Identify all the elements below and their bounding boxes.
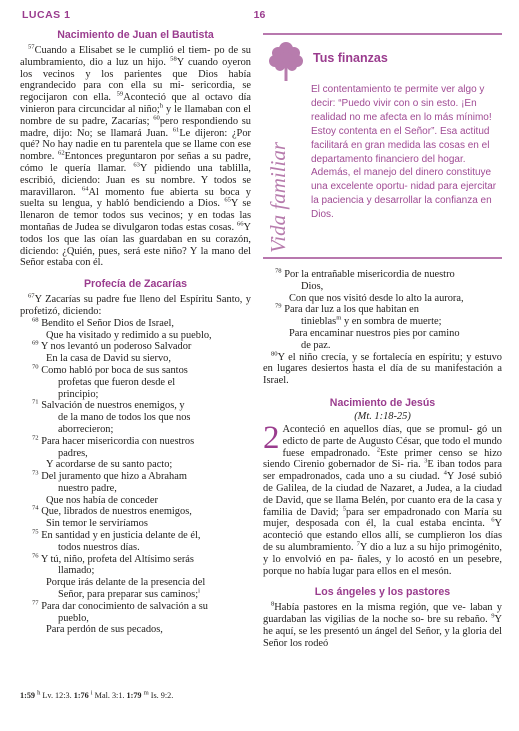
verse-number: 3	[424, 457, 428, 465]
sidebar-title: Tus finanzas	[313, 51, 388, 65]
page-header	[22, 9, 497, 23]
poem-line	[20, 365, 251, 377]
sidebar-box-finanzas	[263, 33, 502, 259]
poem-text: Como habló por boca de sus santos	[41, 364, 188, 376]
verse-number: 73	[32, 469, 39, 477]
footnote-text: Mal. 3:1.	[92, 691, 127, 700]
verse-number: 57	[28, 43, 35, 51]
poem-line: llamado;	[58, 565, 95, 577]
poem-text: En santidad y en justicia delante de él,	[41, 530, 201, 542]
verse-number: 7	[356, 540, 360, 548]
poem-line	[263, 316, 502, 328]
verse-text: Y todos los que las oían las guardaban en su corazón, diciendo: ¿Quién, pues, será este niño? Y la mano del Señor estaba con él.	[20, 221, 251, 269]
verse-text: Y José subió de Galilea, de la ciudad de Nazaret, a Judea, a la ciudad de David, que se llama Belén, por cuanto era de la casa y familia de David;	[263, 471, 502, 518]
verse-number: 67	[28, 292, 35, 300]
verse-number: 6	[491, 516, 495, 524]
poem-line: Para encaminar nuestros pies por camino	[289, 327, 460, 339]
verse-text: Y he aquí, se les presentó un ángel del Señor, y la gloria del Señor los rodeó	[263, 614, 502, 649]
poem-line	[20, 601, 251, 613]
verse-number: 70	[32, 363, 39, 371]
verse-number: 71	[32, 398, 39, 406]
verse-number: 75	[32, 528, 39, 536]
verse-text: Y dio a luz a su hijo primogénito, y lo envolvió en pa- ñales, y lo acostó en un pesebre, porque no había lugar para ellos en el mesón.	[263, 541, 502, 577]
poem-line	[20, 341, 251, 353]
section-title-jesus: Nacimiento de Jesús	[329, 396, 436, 409]
poem-line	[263, 269, 502, 281]
verse-number: 77	[32, 599, 39, 607]
poem-text: y en sombra de muerte;	[341, 316, 442, 328]
verse-text: Al momento fue abierta su boca y suelta su lengua, y habló bendiciendo a Dios.	[20, 186, 252, 210]
sidebar-text: El contentamiento te permite ver algo y decir: “Puedo vivir con o sin esto. ¡En realidad no me afecta en lo más mínimo! Estoy contenta en el Señor”. Esa actitud facilitará en gran medida las cosas en el departamento financiero del hogar. Además, el manejo del dinero constituye una excelente oportu- nidad para ejercitar la paciencia y desarrollar la confianza en Dios.	[311, 84, 497, 221]
poem-line: profetas que fueron desde el	[58, 376, 176, 388]
verse-number: 5	[342, 505, 347, 513]
poem-text: Y tú, niño, profeta del Altísimo serás	[40, 553, 194, 565]
verse-number: 58	[170, 55, 177, 63]
poem-line: Que nos había de conceder	[46, 494, 158, 506]
verse-number: 61	[172, 126, 180, 134]
verse-text: Entonces preguntaron por señas a su padre, cómo le quería llamar.	[20, 151, 251, 174]
poem-line: todos nuestros días.	[58, 541, 140, 553]
canticle-end	[263, 269, 502, 352]
poem-line	[20, 530, 251, 542]
poem-line: Dios,	[301, 280, 324, 292]
poem-text: Salvación de nuestros enemigos, y	[41, 400, 185, 412]
section-title-juan: Nacimiento de Juan el Bautista	[57, 29, 214, 41]
paragraph-v80	[263, 352, 502, 387]
verse-text: Y Zacarías su padre fue lleno del Espíritu Santo, y profetizó, diciendo:	[20, 294, 251, 317]
verse-number: 9	[491, 612, 495, 620]
poem-text: Y nos levantó un poderoso Salvador	[40, 341, 192, 353]
verse-number: 2	[376, 446, 380, 454]
poem-text: Para dar conocimiento de salvación a su	[41, 600, 208, 612]
poem-line	[20, 471, 251, 483]
footnote-text: Lv. 12:3.	[40, 691, 74, 700]
footnote-marker: i	[90, 689, 93, 697]
verse-number: 60	[153, 114, 160, 122]
verse-text: para ser empadronado con María su mujer, desposada con él, la cual estaba encinta.	[263, 506, 502, 530]
verse-number: 68	[32, 316, 39, 324]
left-column	[20, 29, 251, 636]
verse-number: 4	[443, 469, 447, 477]
section-title-pastores: Los ángeles y los pastores	[314, 586, 451, 599]
verse-text: Cuando a Elisabet se le cumplió el tiem- po de su alumbramiento, dio a luz un hijo.	[20, 45, 251, 68]
poem-line: Con que nos visitó desde lo alto la aurora,	[289, 292, 464, 304]
verse-text: Había pastores en la misma región, que ve- laban y guardaban las vigilias de la noche so- bre su rebaño.	[263, 602, 502, 626]
right-column	[263, 33, 502, 650]
poem-line: de paz.	[301, 339, 331, 351]
poem-line: Porque irás delante de la presencia del	[46, 577, 206, 589]
poem-text: Bendito el Señor Dios de Israel,	[41, 317, 174, 329]
verse-text: Y aconteció que estando ellos allí, se cumplieron los días de su alumbramiento.	[263, 518, 502, 553]
poem-line: Para perdón de sus pecados,	[46, 624, 163, 636]
verse-text: Y pidiendo una tablilla, escribió, diciendo: Juan es su nombre. Y todos se maravillaron.	[20, 162, 251, 198]
poem-text: Por la entrañable misericordia de nuestro	[284, 269, 455, 280]
verse-number: 59	[116, 90, 124, 98]
chapter-number: 2	[263, 419, 280, 456]
verse-text: pero respondiendo su madre, dijo: No; se llamará Juan.	[20, 115, 251, 139]
book-chapter-label: LUCAS 1	[22, 9, 71, 21]
poem-line: aborrecieron;	[58, 423, 114, 435]
paragraph-pastores	[263, 602, 502, 649]
verse-number: 74	[32, 505, 39, 513]
footnote-ref: 1:76	[73, 691, 89, 700]
poem-line: principio;	[58, 388, 99, 400]
poem-line: padres,	[58, 447, 88, 459]
verse-number: 65	[224, 196, 231, 204]
poem-line	[20, 554, 251, 566]
poem-text: Para dar luz a los que habitan en	[284, 304, 419, 316]
poem-line: Y acordarse de su santo pacto;	[46, 459, 173, 471]
poem-text: tinieblas	[301, 316, 337, 328]
poem-line	[20, 400, 251, 412]
verse-number: 80	[271, 350, 278, 358]
verse-number: 79	[275, 302, 282, 310]
canticle-zacarias	[20, 318, 251, 637]
cross-reference[interactable]: (Mt. 1:18-25)	[354, 410, 411, 422]
poem-line: de la mano de todos los que nos	[58, 412, 191, 424]
poem-line: nuestro padre,	[58, 482, 117, 494]
paragraph-jesus	[263, 419, 502, 577]
poem-text: Que, librados de nuestros enemigos,	[41, 506, 192, 518]
poem-text: Para hacer misericordia con nuestros	[41, 435, 195, 447]
footnote-marker: m	[143, 689, 149, 697]
page-number: 16	[253, 9, 266, 21]
footnote-text: Is. 9:2.	[148, 691, 174, 700]
poem-text: Señor, para preparar sus caminos;	[58, 589, 199, 601]
verse-text: y le llamaban con el nombre de su padre, Zacarías;	[20, 103, 251, 127]
verse-number: 63	[133, 161, 140, 169]
verse-text: Y cuando oyeron los vecinos y los parientes que Dios había engrandecido para con ella su mi- sericordia, se regocijaron con ella.	[20, 56, 252, 104]
verse-text: Le dijeron: ¿Por qué? No hay nadie en tu parentela que se llame con ese nombre.	[20, 127, 251, 163]
footnote-ref: 1:79	[126, 691, 142, 700]
verse-text: Este primer censo se hizo siendo Cirenio gobernador de Si- ria.	[263, 447, 502, 471]
poem-line	[20, 506, 251, 518]
poem-line: pueblo,	[58, 612, 89, 624]
footnote-marker: h	[37, 689, 41, 697]
paragraph-zacarias	[20, 294, 251, 318]
poem-line: En la casa de David su siervo,	[46, 353, 171, 365]
verse-number: 69	[32, 339, 39, 347]
section-title-zacarias: Profecía de Zacarías	[83, 278, 188, 291]
verse-text: Aconteció que al octavo día vinieron para circuncidar al niño;	[20, 92, 252, 115]
vertical-label-text: Vida familiar	[266, 141, 290, 253]
vertical-label	[266, 105, 292, 255]
verse-text: Y se llenaron de temor todos sus vecinos; y en todas las montañas de Judea se divulgaron todas estas cosas.	[20, 198, 252, 233]
verse-text: Y el niño crecía, y se fortalecía en espíritu; y estuvo en lugares desiertos hasta el día de su manifestación a Israel.	[263, 351, 502, 387]
paragraph-juan	[20, 45, 251, 269]
verse-number: 76	[32, 552, 39, 560]
verse-number: 8	[271, 600, 275, 608]
tree-icon	[267, 39, 305, 83]
poem-line	[20, 318, 251, 330]
verse-number: 62	[58, 149, 65, 157]
footnote-ref: 1:59	[20, 691, 36, 700]
verse-text: Aconteció en aquellos días, que se promul- gó un edicto de parte de Augusto César, que todo el mundo fuese empadronado.	[282, 423, 502, 459]
verse-text: E iban todos para ser empadronados, cada uno a su ciudad.	[263, 459, 502, 483]
poem-line: Que ha visitado y redimido a su pueblo,	[46, 329, 212, 341]
footnotes	[20, 691, 260, 700]
verse-number: 66	[236, 220, 244, 228]
verse-number: 78	[275, 267, 282, 275]
footnote-marker[interactable]: m	[336, 314, 342, 322]
verse-number: 72	[32, 434, 39, 442]
footnote-marker[interactable]: h	[159, 102, 164, 110]
poem-line	[20, 436, 251, 448]
poem-line	[20, 589, 251, 601]
verse-number: 64	[81, 185, 89, 193]
footnote-marker[interactable]: i	[198, 587, 200, 595]
poem-text: Del juramento que hizo a Abraham	[41, 471, 187, 483]
poem-line: Sin temor le serviríamos	[46, 518, 148, 530]
poem-line	[263, 304, 502, 316]
